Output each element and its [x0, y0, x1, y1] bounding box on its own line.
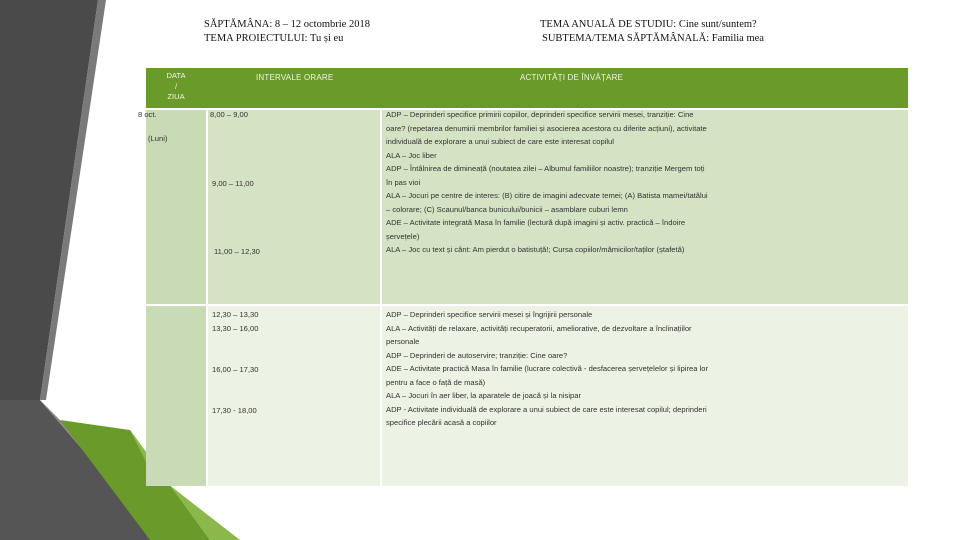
activity-line: ALA – Jocuri pe centre de interes: (B) citire de imagini adecvate temei; (A) Batista mamei/tatălui [386, 191, 708, 200]
interval-item: 11,00 – 12,30 [214, 247, 260, 256]
activity-line: – colorare; (C) Scaunul/banca bunicului/bunicii – asamblare cuburi lemn [386, 204, 628, 214]
interval-cell-1 [208, 110, 380, 304]
activity-line: pentru a face o față de masă) [386, 377, 486, 387]
activity-line: ADP – Deprinderi de autoservire; tranziție: Cine oare? [386, 350, 568, 360]
day-date: 8 oct. [138, 110, 157, 119]
activity-line: oare? (repetarea denumirii membrilor familiei și asocierea acestora cu diferite acțiuni), activitate [386, 123, 707, 133]
activity-line: ADP – Deprinderi specifice primirii copiilor, deprinderi specifice servirii mesei, tranziție: Cine [386, 110, 694, 119]
annual-theme: TEMA ANUALĂ DE STUDIU: Cine sunt/suntem? [540, 19, 757, 30]
activity-line: în pas vioi [386, 177, 421, 187]
activity-line: șervețele) [386, 231, 420, 241]
activity-line: ALA – Jocuri în aer liber, la aparatele de joacă și la nisipar [386, 391, 582, 400]
activity-list-2 [386, 308, 906, 430]
column-header-activities: ACTIVITĂȚI DE ÎNVĂȚARE [520, 73, 624, 82]
activity-line: ALA – Joc liber [386, 150, 437, 160]
activity-line: ADE – Activitate practică Masa în familie (lucrare colectivă - desfacerea șervețelelor și lipirea lor [386, 364, 709, 373]
activity-line: ADP – Deprinderi specifice servirii mesei și îngrijirii personale [386, 310, 593, 319]
activity-line: ADE – Activitate integrată Masa în familie (lectură după imagini și activ. practică – îndoire [386, 218, 686, 227]
column-header-date: DATA / ZIUA [166, 71, 186, 101]
header-right [540, 18, 764, 46]
day-weekday: (Luni) [148, 134, 168, 143]
activity-line: ADP – Întâlnirea de dimineață (noutatea zilei – Albumul familiilor noastre); tranziție Mergem toți [386, 164, 705, 173]
activity-line: ADP - Activitate individuală de explorare a unui subiect de care este interesat copilul; deprinderi [386, 404, 707, 414]
interval-item: 8,00 – 9,00 [210, 110, 249, 119]
header-left [204, 18, 370, 46]
activity-line: ALA – Activități de relaxare, activități recuperatorii, ameliorative, de dezvoltare a înclinațiilor [386, 323, 692, 333]
interval-item: 12,30 – 13,30 [212, 310, 259, 319]
activity-line: personale [386, 337, 420, 346]
weekly-theme: SUBTEMA/TEMA SĂPTĂMÂNALĂ: Familia mea [542, 33, 764, 44]
week-title: SĂPTĂMÂNA: 8 – 12 octombrie 2018 [204, 19, 370, 30]
interval-item: 16,00 – 17,30 [212, 365, 259, 374]
activity-line: ALA – Joc cu text și cânt: Am pierdut o batistuță!; Cursa copiilor/mămicilor/taților (ștafetă) [386, 245, 685, 254]
activity-list-1 [386, 108, 906, 257]
project-title: TEMA PROIECTULUI: Tu și eu [204, 33, 344, 44]
column-header-intervals: INTERVALE ORARE [256, 73, 334, 82]
schedule-table [138, 68, 908, 486]
date-cell-2 [146, 306, 206, 486]
table-header-row [146, 68, 908, 108]
activity-line: specifice plecării acasă a copiilor [386, 418, 497, 427]
interval-item: 9,00 – 11,00 [212, 179, 254, 188]
interval-item: 17,30 - 18,00 [212, 406, 257, 415]
activity-line: individuală de explorare a unui subiect de care este interesat copilul [386, 137, 614, 146]
interval-item: 13,30 – 16,00 [212, 324, 259, 333]
